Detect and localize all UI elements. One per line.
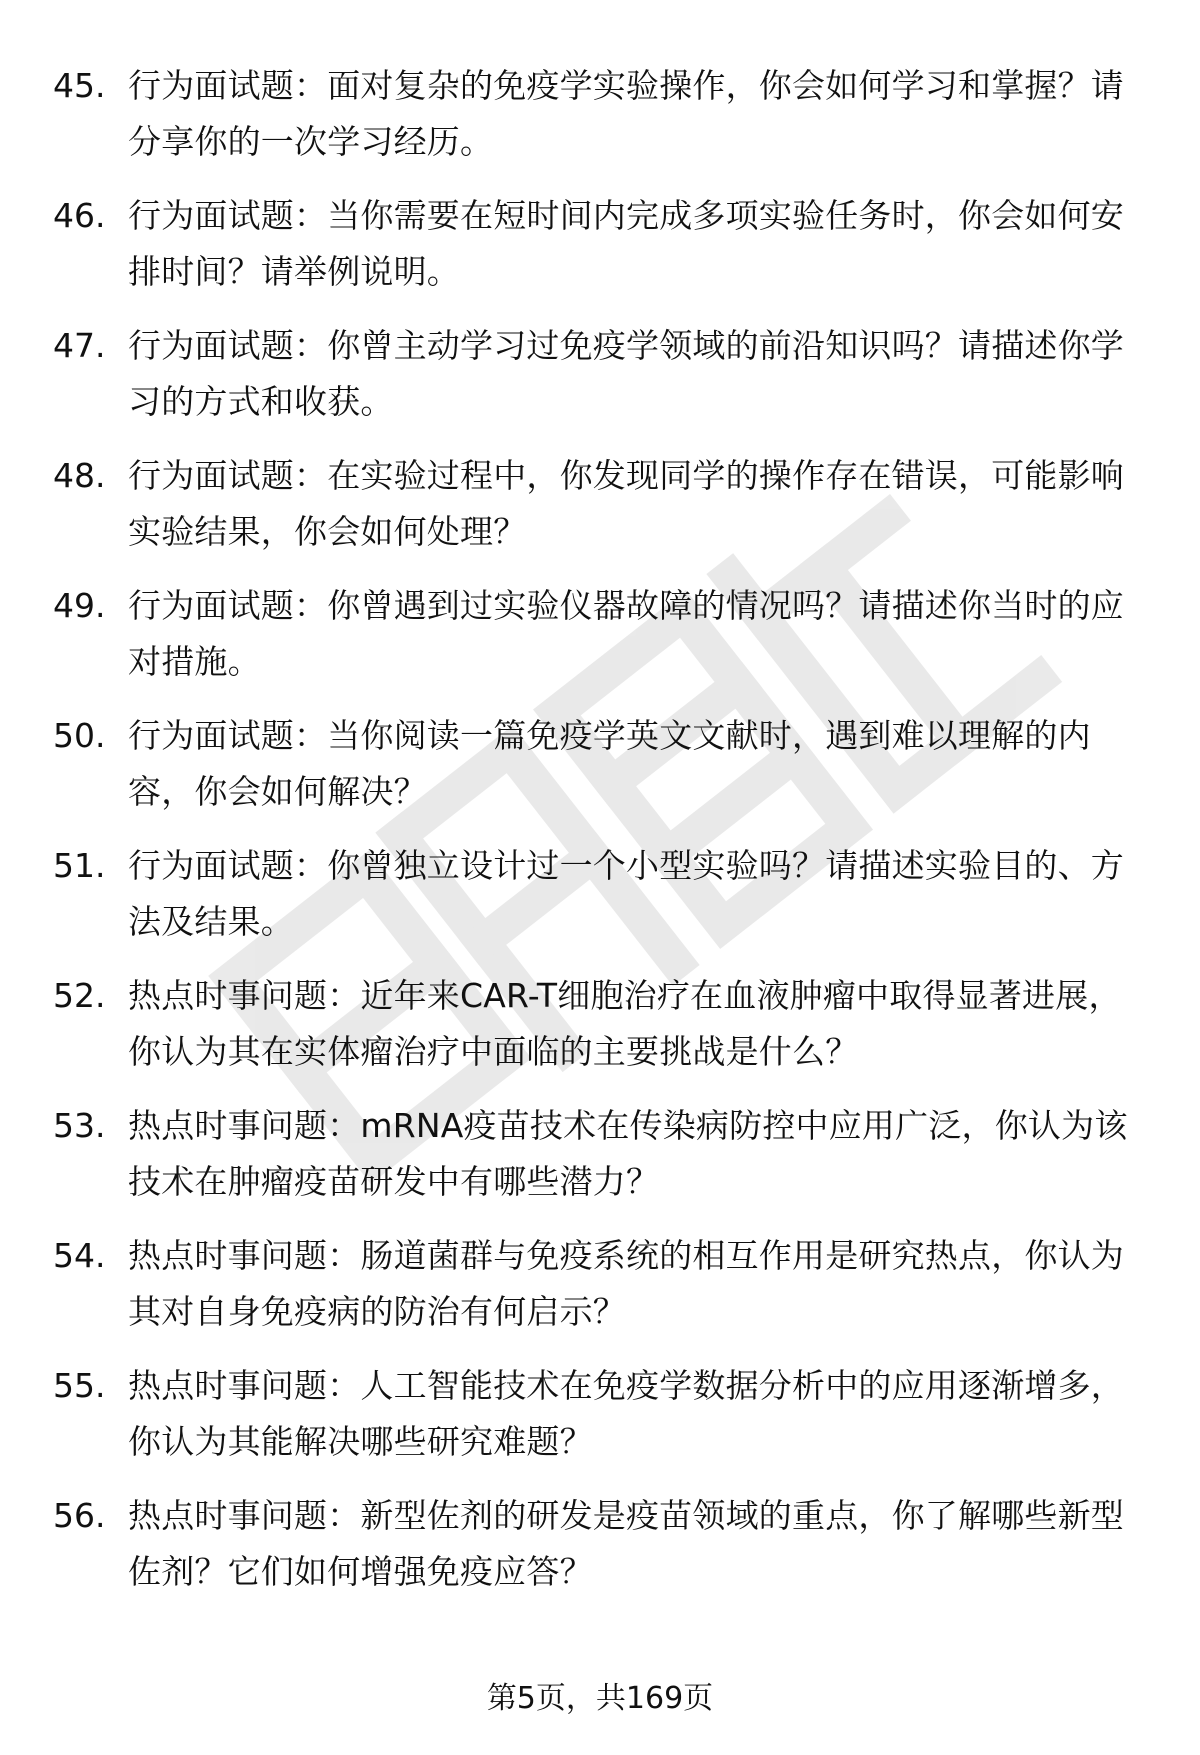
list-item: [0, 188, 1200, 302]
question-text: 行为面试题：当你阅读一篇免疫学英文文献时，遇到难以理解的内容，你会如何解决？: [128, 716, 1091, 811]
question-number: 54.: [53, 1236, 106, 1275]
question-number: 55.: [53, 1366, 106, 1405]
list-item: [0, 838, 1200, 952]
question-text: 行为面试题：当你需要在短时间内完成多项实验任务时，你会如何安排时间？请举例说明。: [128, 196, 1124, 291]
question-text: 行为面试题：你曾遇到过实验仪器故障的情况吗？请描述你当时的应对措施。: [128, 586, 1124, 681]
list-item: [0, 58, 1200, 172]
list-item: [0, 968, 1200, 1082]
question-text: 行为面试题：你曾主动学习过免疫学领域的前沿知识吗？请描述你学习的方式和收获。: [128, 326, 1124, 421]
list-item: [0, 448, 1200, 562]
list-item: [0, 318, 1200, 432]
list-item: [0, 1358, 1200, 1472]
list-item: [0, 1228, 1200, 1342]
question-number: 47.: [53, 326, 106, 365]
question-text: 热点时事问题：近年来CAR-T细胞治疗在血液肿瘤中取得显著进展，你认为其在实体瘤治疗中面临的主要挑战是什么？: [128, 976, 1122, 1071]
question-number: 52.: [53, 976, 106, 1015]
question-text: 行为面试题：你曾独立设计过一个小型实验吗？请描述实验目的、方法及结果。: [128, 846, 1124, 941]
question-list: [0, 58, 1200, 1618]
list-item: [0, 708, 1200, 822]
question-text: 热点时事问题：人工智能技术在免疫学数据分析中的应用逐渐增多，你认为其能解决哪些研究难题？: [128, 1366, 1124, 1461]
page-footer: 第5页，共169页: [486, 1681, 714, 1716]
question-number: 53.: [53, 1106, 106, 1145]
question-text: 热点时事问题：肠道菌群与免疫系统的相互作用是研究热点，你认为其对自身免疫病的防治有何启示？: [128, 1236, 1124, 1331]
question-number: 49.: [53, 586, 106, 625]
question-number: 50.: [53, 716, 106, 755]
question-number: 48.: [53, 456, 106, 495]
list-item: [0, 1098, 1200, 1212]
list-item: [0, 1488, 1200, 1602]
question-text: 行为面试题：面对复杂的免疫学实验操作，你会如何学习和掌握？请分享你的一次学习经历。: [128, 66, 1124, 161]
question-text: 行为面试题：在实验过程中，你发现同学的操作存在错误，可能影响实验结果，你会如何处理？: [128, 456, 1124, 551]
question-text: 热点时事问题：新型佐剂的研发是疫苗领域的重点，你了解哪些新型佐剂？它们如何增强免疫应答？: [128, 1496, 1124, 1591]
question-number: 45.: [53, 66, 106, 105]
question-number: 56.: [53, 1496, 106, 1535]
list-item: [0, 578, 1200, 692]
question-number: 46.: [53, 196, 106, 235]
question-number: 51.: [53, 846, 106, 885]
question-text: 热点时事问题：mRNA疫苗技术在传染病防控中应用广泛，你认为该技术在肿瘤疫苗研发中有哪些潜力？: [128, 1106, 1128, 1201]
